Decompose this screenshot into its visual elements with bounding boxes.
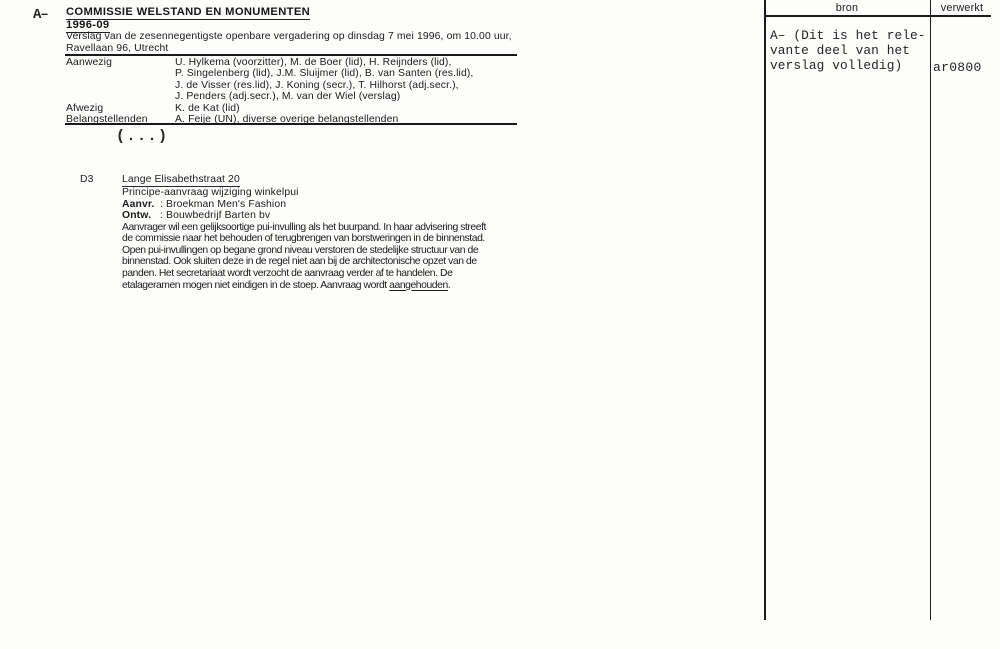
attendance-values [175, 114, 526, 126]
meeting-location: Ravellaan 96, Utrecht [66, 42, 169, 54]
attendance-rule-top [65, 54, 517, 56]
meeting-code: 1996-09 [66, 19, 110, 31]
applicant-label: Aanvr. [122, 198, 155, 210]
paragraph-line: Aanvrager wil een gelijksoortige pui-invulling als het buurpand. In haar advisering streeft [122, 221, 486, 233]
register-column-divider [930, 0, 932, 620]
column-header-verwerkt: verwerkt [940, 2, 984, 14]
agenda-item-d3 [122, 174, 562, 291]
processed-code: ar0800 [933, 60, 982, 75]
paragraph-last-prefix: etalageramen mogen niet eindigen in de stoep. Aanvraag wordt [122, 279, 390, 291]
applicant-value: : Broekman Men's Fashion [160, 198, 287, 210]
designer-value: : Bouwbedrijf Barten bv [160, 210, 271, 222]
attendance-label: Afwezig [66, 102, 104, 114]
table-row [66, 103, 526, 115]
annotation-line: vante deel van het [770, 42, 911, 58]
paragraph-line: Open pui-invullingen op begane grond niveau verstoren de stedelijke structuur van de [122, 244, 479, 256]
advice-paragraph [122, 222, 562, 292]
agenda-item-heading: Lange Elisabethstraat 20 [122, 174, 240, 187]
attendance-label: Belangstellenden [66, 114, 148, 126]
register-header-rule [764, 15, 991, 16]
attendee-line: J. de Visser (res.lid), J. Koning (secr.), T. Hilhorst (adj.secr.), [175, 79, 459, 91]
annotation-line: A– (Dit is het rele- [770, 27, 926, 43]
attendance-table [66, 57, 526, 126]
applicant-line [122, 199, 562, 211]
designer-label: Ontw. [122, 210, 152, 222]
agenda-item-number: D3 [80, 174, 94, 185]
paragraph-line: de commissie naar het behouden of terugbrengen van borstweringen in de binnenstad. [122, 233, 485, 245]
attendee-line: P. Singelenberg (lid), J.M. Sluijmer (lid), B. van Santen (res.lid), [175, 68, 474, 80]
attendee-line: A. Feije (UN), diverse overige belangstellenden [175, 114, 399, 126]
attendee-line: U. Hylkema (voorzitter), M. de Boer (lid), H. Reijnders (lid), [175, 56, 452, 68]
paragraph-last-line [122, 280, 562, 292]
table-row [66, 114, 526, 126]
attendee-line: J. Penders (adj.secr.), M. van der Wiel (verslag) [175, 91, 401, 103]
document-title: COMMISSIE WELSTAND EN MONUMENTEN [66, 6, 311, 18]
decision-word: aangehouden [389, 279, 448, 291]
attendance-values [175, 103, 526, 115]
attendance-label: Aanwezig [66, 56, 113, 68]
designer-line [122, 210, 562, 222]
attendee-line: K. de Kat (lid) [175, 102, 240, 114]
column-header-bron: bron [835, 2, 859, 14]
margin-mark: A– [33, 7, 48, 23]
paragraph-line: binnenstad. Ook sluiten deze in de regel niet aan bij de architectonische opzet van de [122, 256, 477, 268]
source-annotation [770, 28, 926, 74]
agenda-item-subject: Principe-aanvraag wijziging winkelpui [122, 187, 299, 199]
register-left-border [764, 0, 766, 620]
omission-ellipsis: (...) [116, 128, 169, 145]
paragraph-last-suffix: . [447, 279, 451, 291]
meeting-description: Verslag van de zesennegentigste openbare vergadering op dinsdag 7 mei 1996, om 10.00 uur, [66, 31, 512, 42]
table-row [66, 57, 526, 103]
paragraph-line: panden. Het secretariaat wordt verzocht de aanvraag verder af te handelen. De [122, 268, 453, 280]
attendance-values [175, 57, 526, 103]
annotation-line: verslag volledig) [770, 57, 903, 73]
